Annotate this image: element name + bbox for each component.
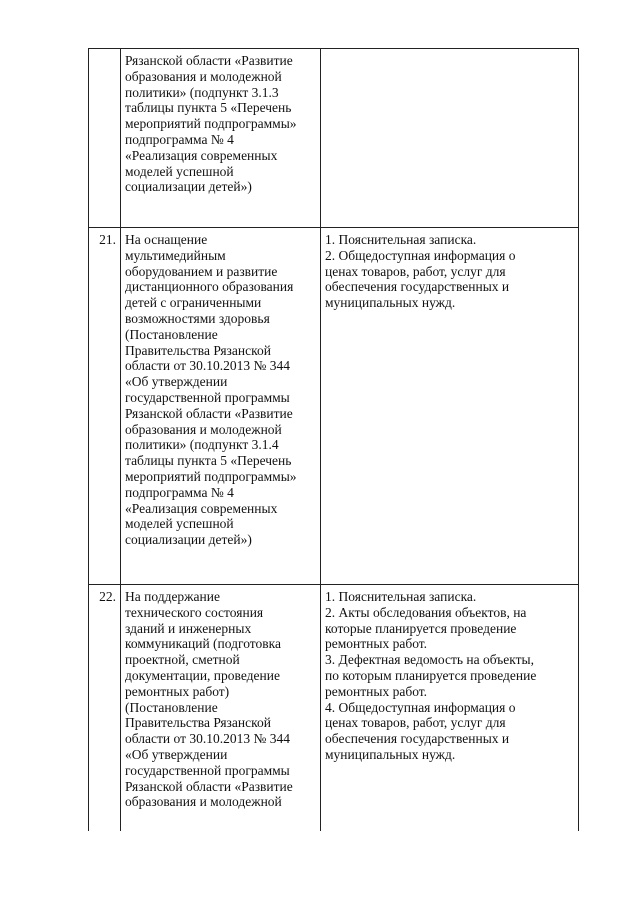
document-line: ремонтных работ. bbox=[325, 683, 428, 699]
purpose-line: подпрограмма № 4 bbox=[125, 484, 234, 500]
purpose-line: «Реализация современных bbox=[125, 147, 278, 163]
purpose-cell bbox=[121, 228, 321, 585]
document-line: 2. Общедоступная информация о bbox=[325, 247, 516, 263]
purpose-line: Правительства Рязанской bbox=[125, 715, 271, 731]
documents-cell bbox=[321, 228, 579, 585]
row-number: 21. bbox=[89, 228, 121, 585]
purpose-line: образования и молодежной bbox=[125, 794, 282, 810]
document-item bbox=[325, 605, 574, 652]
funding-documents-table bbox=[88, 48, 579, 831]
purpose-line: На оснащение bbox=[125, 232, 208, 247]
document-line: которые планируется проведение bbox=[325, 620, 517, 636]
document-line: ценах товаров, работ, услуг для bbox=[325, 263, 506, 279]
purpose-line: области от 30.10.2013 № 344 bbox=[125, 358, 290, 374]
purpose-line: области от 30.10.2013 № 344 bbox=[125, 731, 290, 747]
document-line: муниципальных нужд. bbox=[325, 295, 456, 311]
purpose-line: «Об утверждении bbox=[125, 374, 228, 390]
purpose-cell bbox=[121, 49, 321, 228]
purpose-line: мероприятий подпрограммы» bbox=[125, 116, 297, 132]
purpose-line: детей с ограниченными bbox=[125, 295, 262, 311]
purpose-line: коммуникаций (подготовка bbox=[125, 636, 281, 652]
purpose-line: Рязанской области «Развитие bbox=[125, 405, 293, 421]
purpose-line: «Реализация современных bbox=[125, 500, 278, 516]
document-line: обеспечения государственных и bbox=[325, 279, 510, 295]
purpose-line: образования и молодежной bbox=[125, 421, 282, 437]
purpose-line: документации, проведение bbox=[125, 667, 280, 683]
purpose-line: возможностями здоровья bbox=[125, 310, 270, 326]
purpose-line: мультимедийным bbox=[125, 247, 226, 263]
purpose-line: политики» (подпункт 3.1.4 bbox=[125, 437, 279, 453]
documents-list bbox=[325, 232, 574, 311]
document-line: 3. Дефектная ведомость на объекты, bbox=[325, 652, 534, 668]
row-number: 22. bbox=[89, 585, 121, 832]
purpose-cell bbox=[121, 585, 321, 832]
purpose-line: таблицы пункта 5 «Перечень bbox=[125, 100, 292, 116]
documents-list bbox=[325, 589, 574, 763]
purpose-line: государственной программы bbox=[125, 389, 290, 405]
document-line: по которым планируется проведение bbox=[325, 667, 537, 683]
purpose-line: зданий и инженерных bbox=[125, 620, 252, 636]
purpose-line: дистанционного образования bbox=[125, 279, 294, 295]
purpose-line: социализации детей») bbox=[125, 179, 252, 195]
document-line: ценах товаров, работ, услуг для bbox=[325, 715, 506, 731]
document-item bbox=[325, 652, 574, 699]
document-line: муниципальных нужд. bbox=[325, 746, 456, 762]
purpose-line: ремонтных работ) bbox=[125, 683, 230, 699]
purpose-line: На поддержание bbox=[125, 589, 220, 604]
purpose-line: государственной программы bbox=[125, 762, 290, 778]
document-line: ремонтных работ. bbox=[325, 636, 428, 652]
purpose-line: (Постановление bbox=[125, 326, 218, 342]
purpose-line: проектной, сметной bbox=[125, 652, 240, 668]
purpose-line: социализации детей») bbox=[125, 532, 252, 548]
purpose-line: технического состояния bbox=[125, 604, 264, 620]
document-item bbox=[325, 232, 574, 248]
purpose-line: мероприятий подпрограммы» bbox=[125, 468, 297, 484]
document-line: 4. Общедоступная информация о bbox=[325, 699, 516, 715]
purpose-line: «Об утверждении bbox=[125, 746, 228, 762]
purpose-line: моделей успешной bbox=[125, 163, 234, 179]
table-row bbox=[89, 49, 579, 228]
document-item bbox=[325, 248, 574, 311]
table-row bbox=[89, 585, 579, 832]
document-line: 1. Пояснительная записка. bbox=[325, 589, 477, 604]
purpose-line: Рязанской области «Развитие bbox=[125, 53, 293, 68]
document-line: обеспечения государственных и bbox=[325, 731, 510, 747]
purpose-line: оборудованием и развитие bbox=[125, 263, 278, 279]
purpose-line: образования и молодежной bbox=[125, 68, 282, 84]
document-item bbox=[325, 700, 574, 763]
purpose-line: подпрограмма № 4 bbox=[125, 131, 234, 147]
documents-cell bbox=[321, 585, 579, 832]
documents-cell bbox=[321, 49, 579, 228]
purpose-line: Рязанской области «Развитие bbox=[125, 778, 293, 794]
row-number bbox=[89, 49, 121, 228]
purpose-line: политики» (подпункт 3.1.3 bbox=[125, 84, 279, 100]
purpose-line: (Постановление bbox=[125, 699, 218, 715]
document-item bbox=[325, 589, 574, 605]
purpose-line: таблицы пункта 5 «Перечень bbox=[125, 453, 292, 469]
document-line: 1. Пояснительная записка. bbox=[325, 232, 477, 247]
purpose-line: моделей успешной bbox=[125, 516, 234, 532]
table-row bbox=[89, 228, 579, 585]
document-line: 2. Акты обследования объектов, на bbox=[325, 604, 527, 620]
purpose-line: Правительства Рязанской bbox=[125, 342, 271, 358]
